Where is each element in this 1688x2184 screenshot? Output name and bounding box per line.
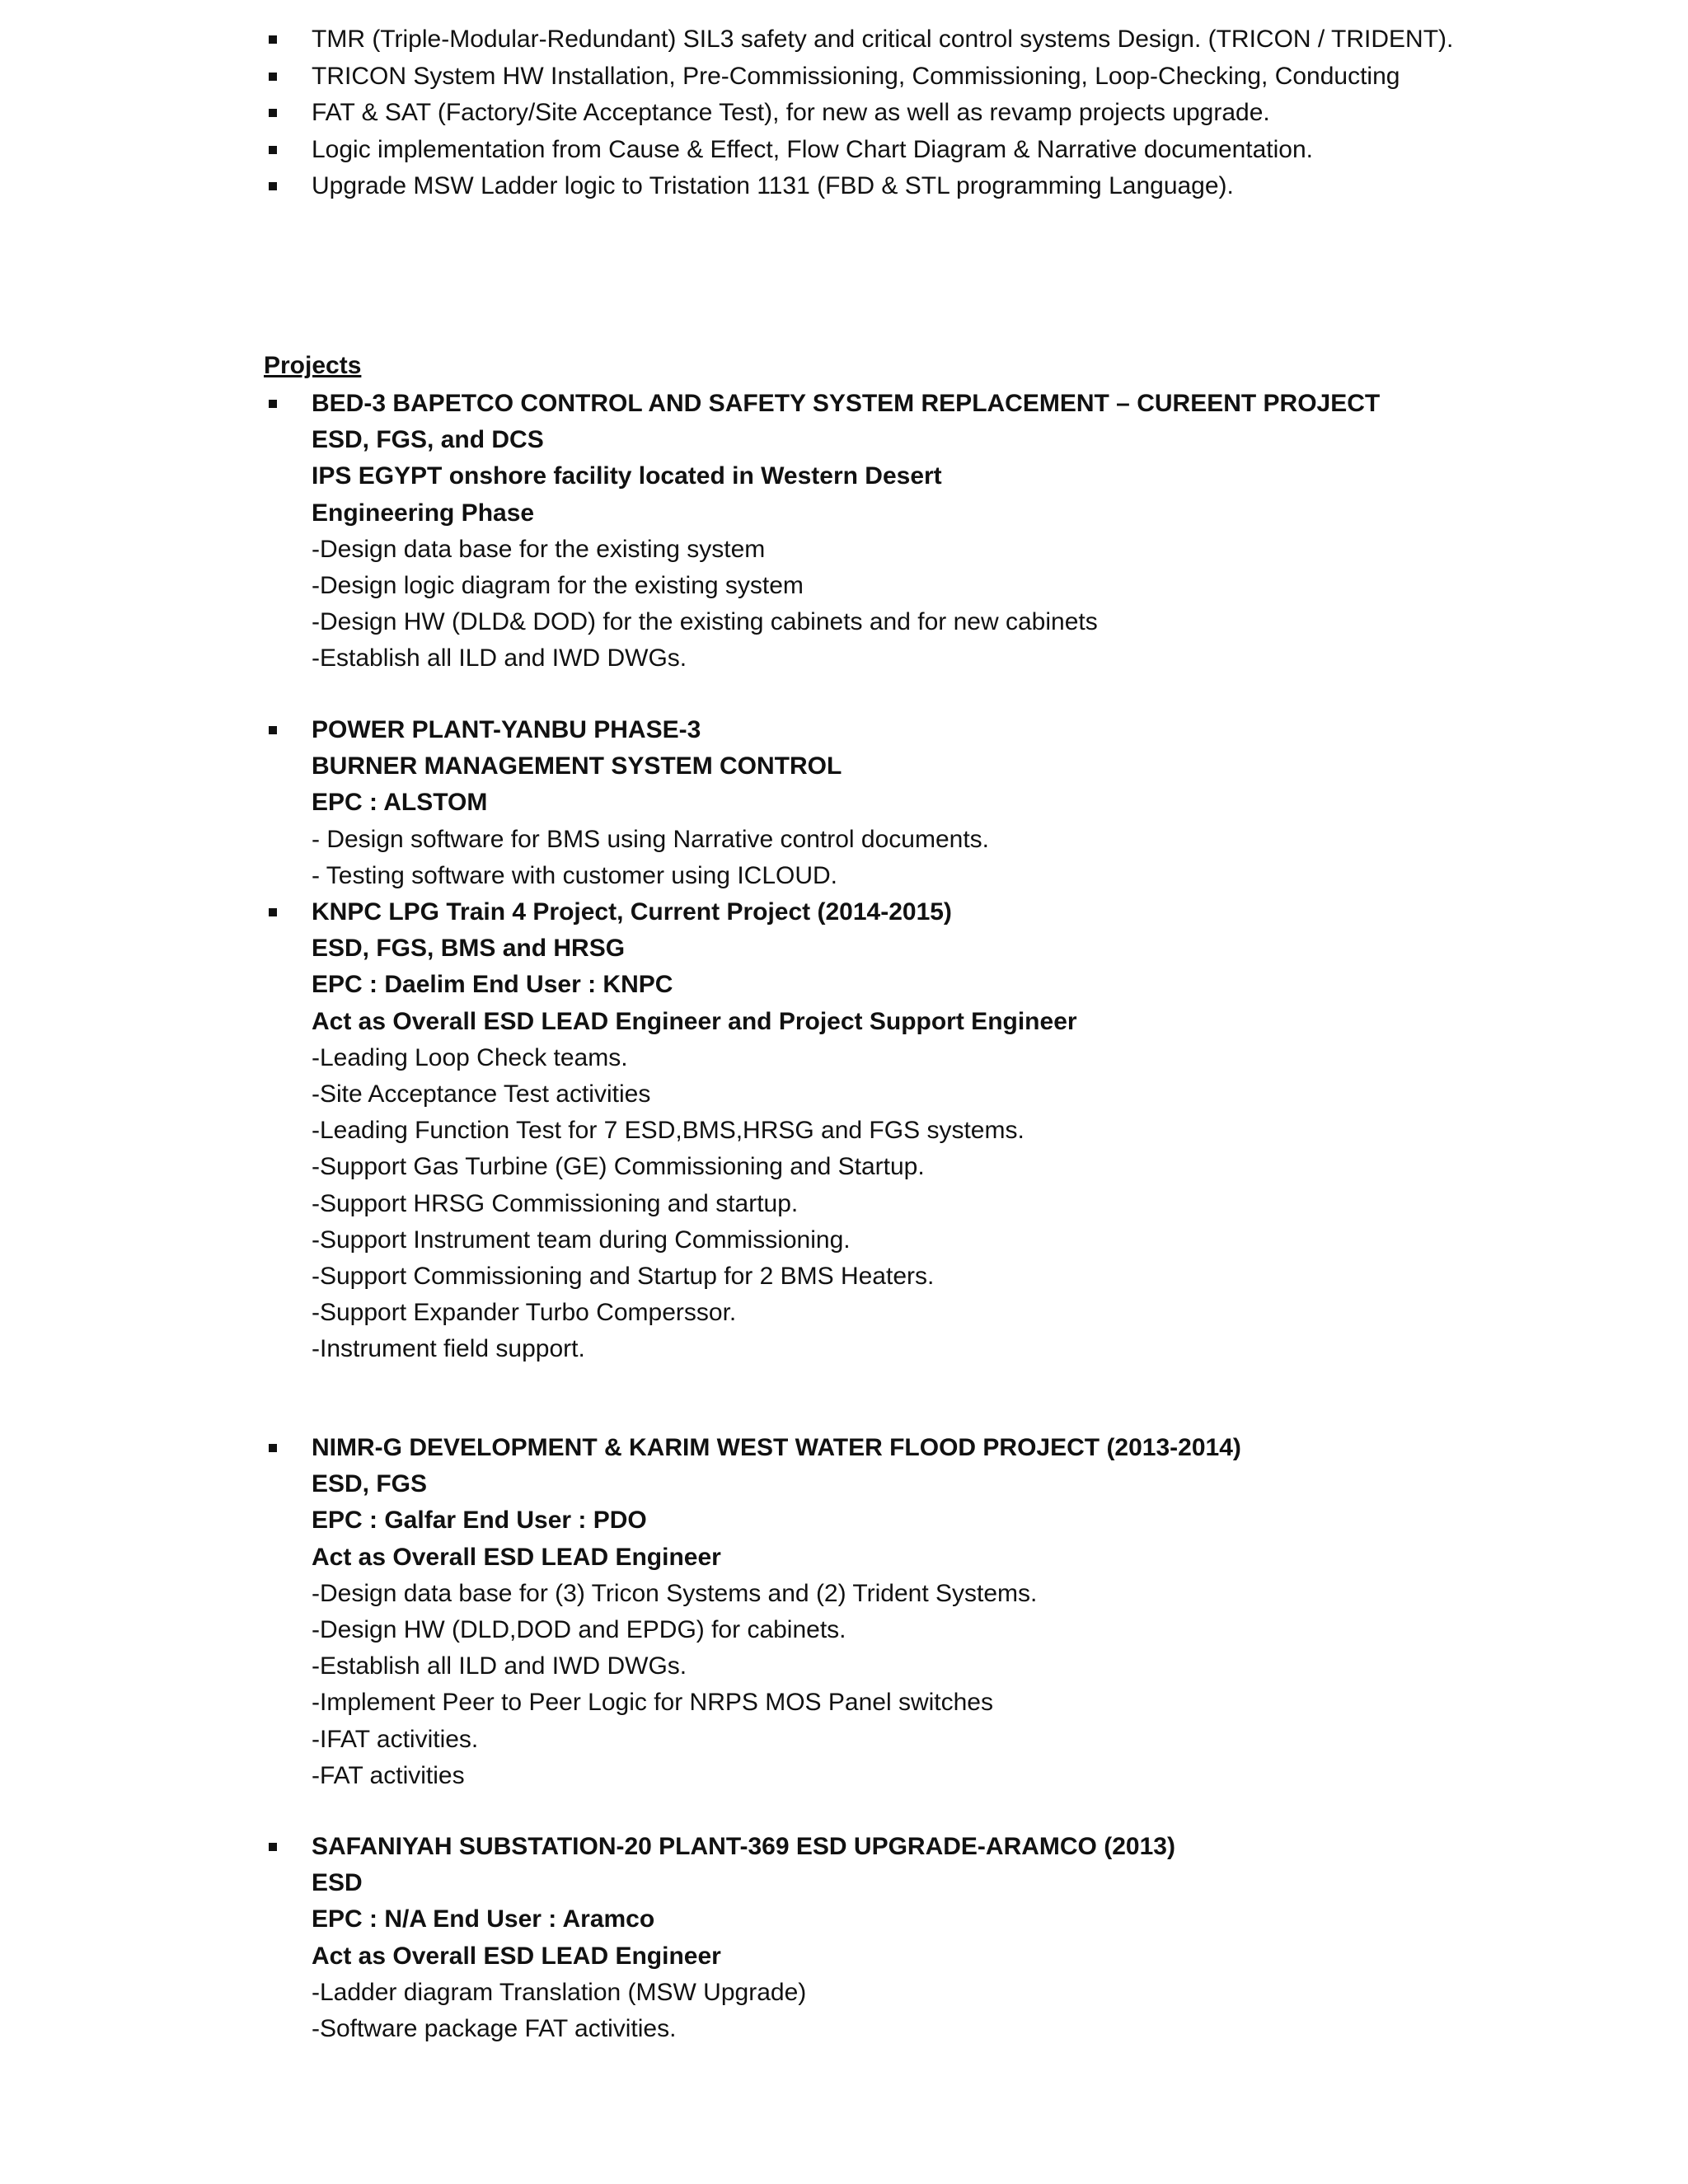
- skill-text: FAT & SAT (Factory/Site Acceptance Test), for new as well as revamp projects upgrade.: [312, 99, 1270, 126]
- skill-bullet-item: [262, 132, 1453, 169]
- skill-bullet-item: [262, 168, 1453, 205]
- project-detail: EPC : N/A End User : Aramco: [312, 1905, 655, 1933]
- project-task: -Ladder diagram Translation (MSW Upgrade): [312, 1978, 807, 2006]
- project-title-text: KNPC LPG Train 4 Project, Current Project (2014-2015): [312, 898, 952, 926]
- project-title: [262, 386, 1380, 422]
- project-entry: [262, 1430, 1241, 1794]
- square-bullet-icon: [269, 726, 277, 734]
- project-title: [262, 894, 1077, 930]
- project-detail: ESD, FGS, BMS and HRSG: [312, 935, 626, 963]
- project-title: [262, 1430, 1241, 1466]
- project-title: [262, 712, 989, 748]
- project-title-text: SAFANIYAH SUBSTATION-20 PLANT-369 ESD UPGRADE-ARAMCO (2013): [312, 1833, 1175, 1860]
- project-task: - Design software for BMS using Narrative control documents.: [312, 825, 989, 853]
- square-bullet-icon: [269, 400, 277, 408]
- projects-heading: Projects: [264, 352, 362, 379]
- project-task: -IFAT activities.: [312, 1725, 479, 1753]
- project-detail: EPC : Daelim End User : KNPC: [312, 971, 673, 999]
- project-task: -Support Expander Turbo Comperssor.: [312, 1299, 737, 1327]
- skill-text: TMR (Triple-Modular-Redundant) SIL3 safety and critical control systems Design. (TRICON / TRIDENT).: [312, 26, 1454, 53]
- project-task: -Design data base for the existing system: [312, 535, 766, 563]
- skill-bullet-item: [262, 21, 1453, 59]
- square-bullet-icon: [269, 73, 277, 81]
- project-detail: Act as Overall ESD LEAD Engineer and Project Support Engineer: [312, 1007, 1077, 1035]
- square-bullet-icon: [269, 182, 277, 190]
- project-detail: Act as Overall ESD LEAD Engineer: [312, 1543, 721, 1571]
- project-task: -FAT activities: [312, 1761, 465, 1789]
- project-task: -Leading Function Test for 7 ESD,BMS,HRSG and FGS systems.: [312, 1117, 1025, 1145]
- project-detail: ESD: [312, 1869, 363, 1897]
- square-bullet-icon: [269, 146, 277, 154]
- skill-text: TRICON System HW Installation, Pre-Commissioning, Commissioning, Loop-Checking, Conducting: [312, 62, 1400, 90]
- project-task: -Software package FAT activities.: [312, 2015, 677, 2043]
- project-task: -Design data base for (3) Tricon Systems and (2) Trident Systems.: [312, 1579, 1038, 1607]
- project-title: [262, 1829, 1175, 1865]
- project-title-text: BED-3 BAPETCO CONTROL AND SAFETY SYSTEM REPLACEMENT – CUREENT PROJECT: [312, 390, 1381, 417]
- skill-text: Logic implementation from Cause & Effect, Flow Chart Diagram & Narrative documentation.: [312, 135, 1313, 163]
- project-task: -Establish all ILD and IWD DWGs.: [312, 1652, 687, 1680]
- project-detail: BURNER MANAGEMENT SYSTEM CONTROL: [312, 752, 842, 780]
- project-task: - Testing software with customer using ICLOUD.: [312, 861, 838, 889]
- project-detail: ESD, FGS: [312, 1470, 428, 1498]
- square-bullet-icon: [269, 1843, 277, 1851]
- skill-text: Upgrade MSW Ladder logic to Tristation 1131 (FBD & STL programming Language).: [312, 172, 1234, 199]
- project-task: -Support Instrument team during Commissioning.: [312, 1226, 851, 1254]
- project-task: -Support Gas Turbine (GE) Commissioning and Startup.: [312, 1153, 925, 1181]
- project-detail: IPS EGYPT onshore facility located in Western Desert: [312, 462, 942, 490]
- skill-bullet-item: [262, 59, 1453, 96]
- project-task: -Instrument field support.: [312, 1335, 585, 1363]
- project-entry: [262, 1829, 1175, 2047]
- project-entry: [262, 386, 1380, 677]
- project-detail: EPC : ALSTOM: [312, 789, 488, 817]
- project-title-text: NIMR-G DEVELOPMENT & KARIM WEST WATER FLOOD PROJECT (2013-2014): [312, 1434, 1241, 1461]
- square-bullet-icon: [269, 35, 277, 44]
- project-task: -Support Commissioning and Startup for 2 BMS Heaters.: [312, 1263, 935, 1291]
- project-title-text: POWER PLANT-YANBU PHASE-3: [312, 716, 701, 743]
- project-entry: [262, 712, 989, 894]
- square-bullet-icon: [269, 908, 277, 916]
- project-entry: [262, 894, 1077, 1368]
- skills-bullet-list: [262, 21, 1453, 205]
- project-detail: ESD, FGS, and DCS: [312, 426, 544, 454]
- square-bullet-icon: [269, 1444, 277, 1452]
- project-task: -Site Acceptance Test activities: [312, 1080, 651, 1108]
- project-task: -Establish all ILD and IWD DWGs.: [312, 644, 687, 673]
- skill-bullet-item: [262, 95, 1453, 132]
- project-task: -Design logic diagram for the existing system: [312, 572, 804, 600]
- project-detail: Act as Overall ESD LEAD Engineer: [312, 1942, 721, 1970]
- project-task: -Design HW (DLD& DOD) for the existing cabinets and for new cabinets: [312, 608, 1098, 636]
- project-detail: EPC : Galfar End User : PDO: [312, 1507, 647, 1535]
- project-detail: Engineering Phase: [312, 499, 535, 527]
- project-task: -Support HRSG Commissioning and startup.: [312, 1189, 799, 1217]
- project-task: -Design HW (DLD,DOD and EPDG) for cabinets.: [312, 1616, 846, 1644]
- project-task: -Leading Loop Check teams.: [312, 1043, 628, 1071]
- project-task: -Implement Peer to Peer Logic for NRPS MOS Panel switches: [312, 1689, 993, 1717]
- square-bullet-icon: [269, 109, 277, 117]
